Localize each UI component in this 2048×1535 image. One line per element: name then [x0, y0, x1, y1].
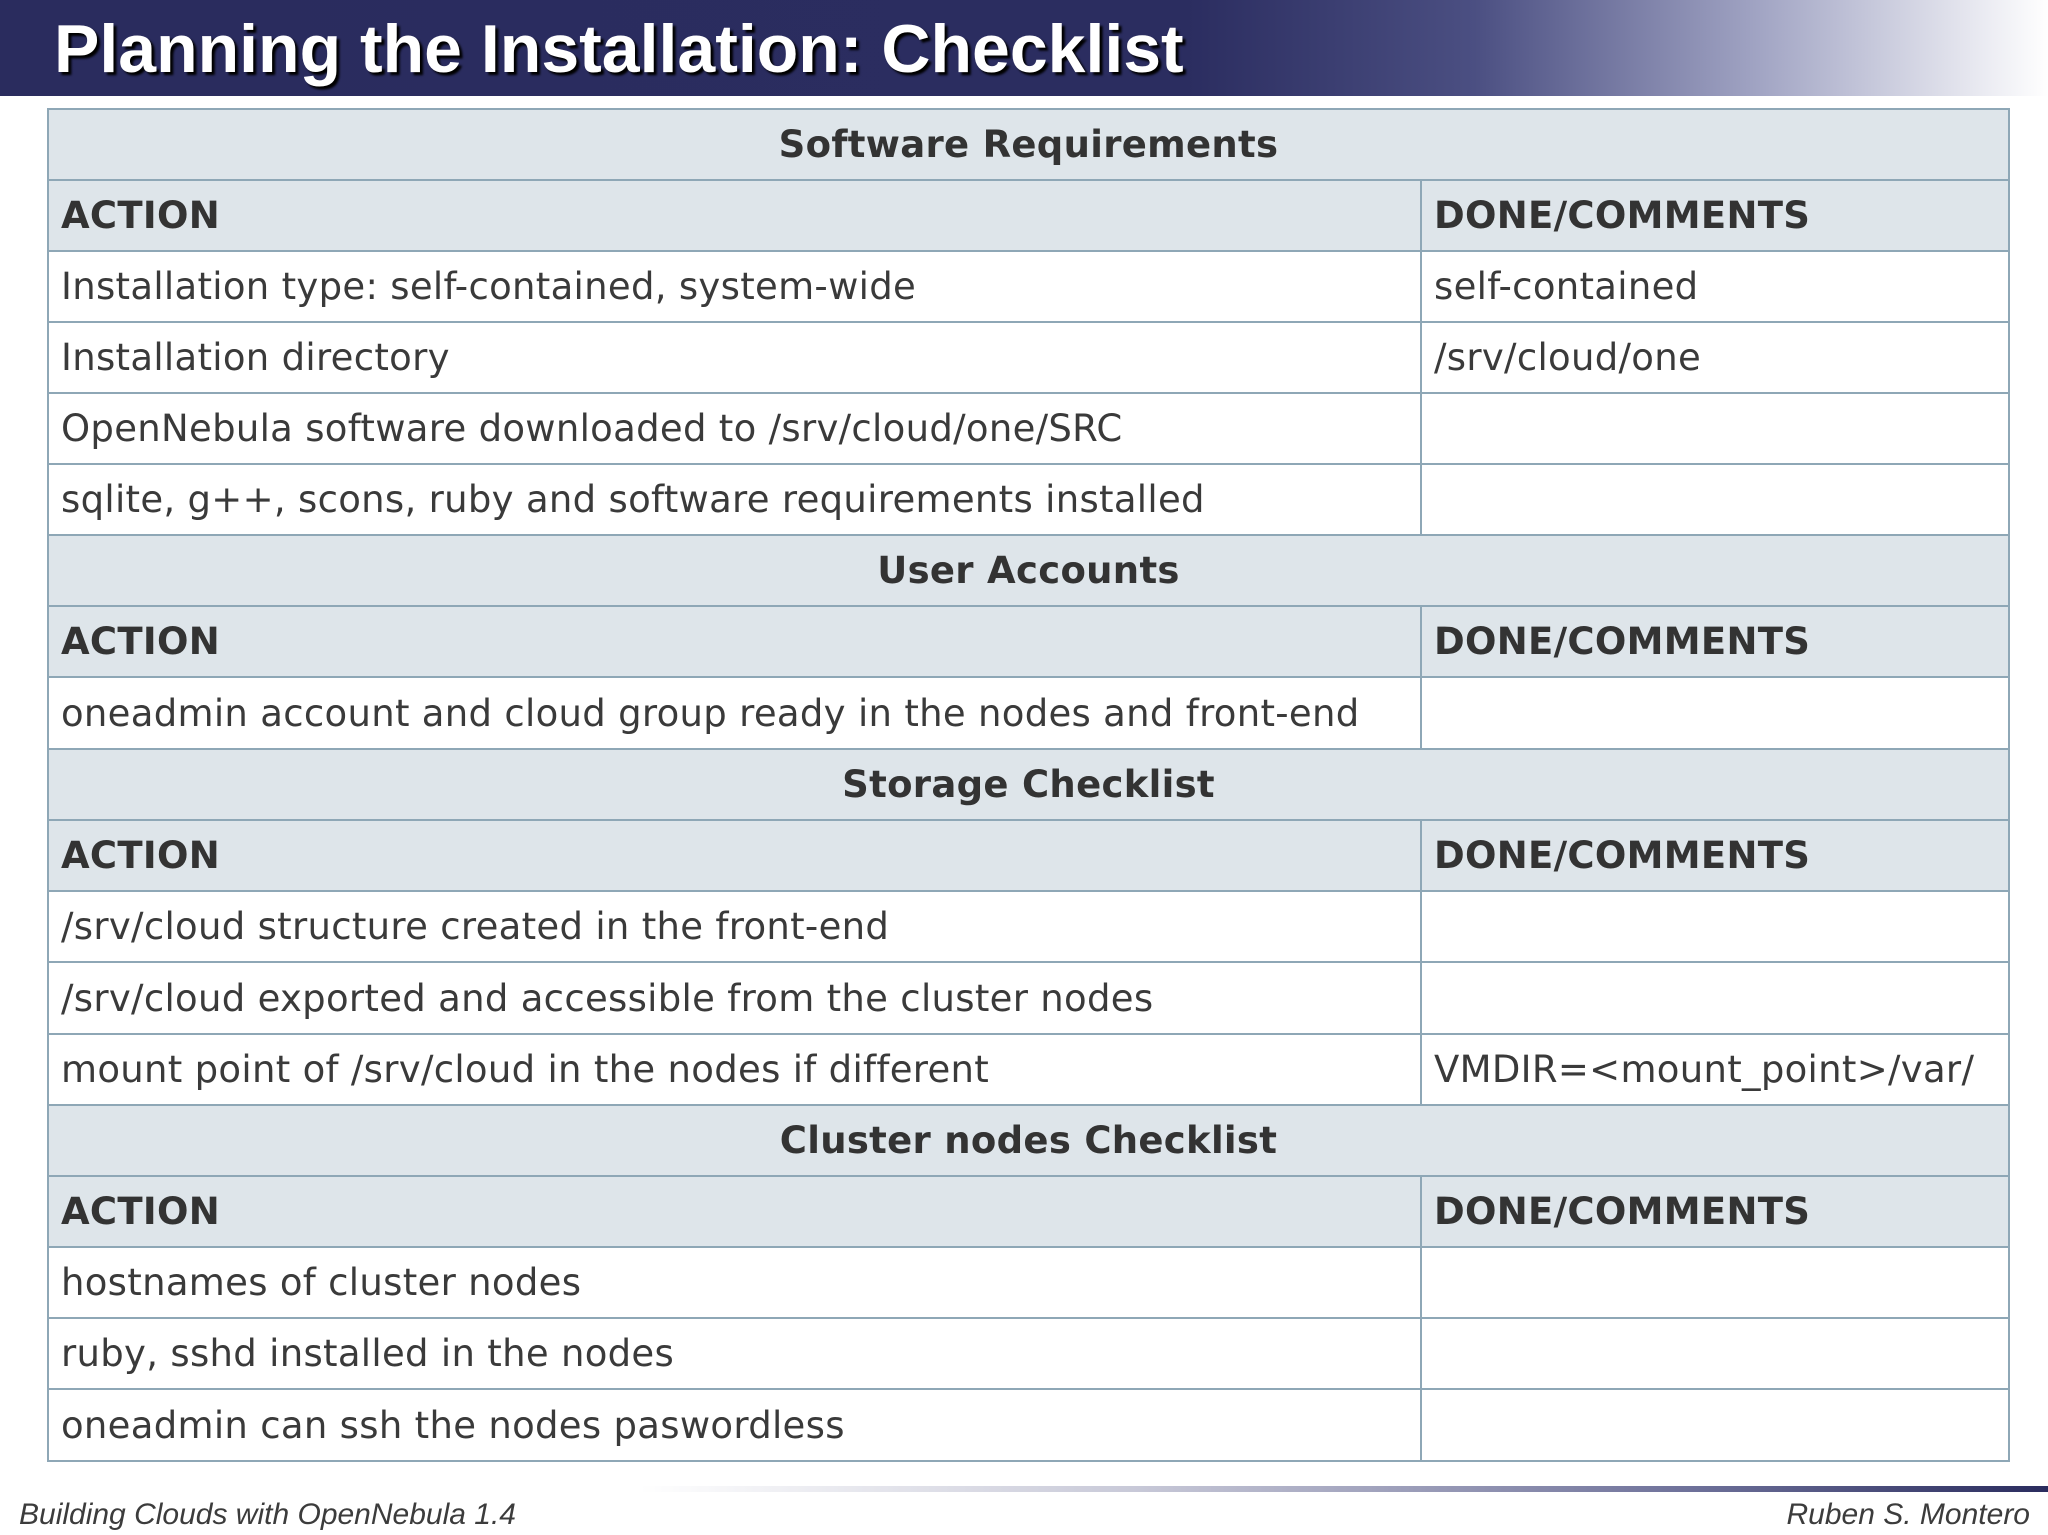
table-row — [48, 962, 2009, 1034]
row-done: VMDIR=<mount_point>/var/ — [1421, 1034, 2009, 1105]
table-row — [48, 677, 2009, 749]
column-header-done: DONE/COMMENTS — [1421, 820, 2009, 891]
row-action: hostnames of cluster nodes — [48, 1247, 1421, 1318]
section-title: User Accounts — [48, 535, 2009, 606]
column-header-row — [48, 820, 2009, 891]
row-action: ruby, sshd installed in the nodes — [48, 1318, 1421, 1389]
row-done — [1421, 1389, 2009, 1461]
column-header-row — [48, 606, 2009, 677]
row-done — [1421, 1318, 2009, 1389]
row-action: oneadmin account and cloud group ready in the nodes and front-end — [48, 677, 1421, 749]
row-action: Installation type: self-contained, system-wide — [48, 251, 1421, 322]
table-row — [48, 891, 2009, 962]
footer-author: Ruben S. Montero — [1786, 1498, 2030, 1531]
table-row — [48, 1318, 2009, 1389]
slide-title: Planning the Installation: Checklist — [54, 11, 1184, 87]
row-action: sqlite, g++, scons, ruby and software requirements installed — [48, 464, 1421, 535]
row-done: /srv/cloud/one — [1421, 322, 2009, 393]
section-title: Software Requirements — [48, 109, 2009, 180]
column-header-done: DONE/COMMENTS — [1421, 180, 2009, 251]
section-header-user-accounts — [48, 535, 2009, 606]
table-row — [48, 251, 2009, 322]
column-header-action: ACTION — [48, 606, 1421, 677]
column-header-action: ACTION — [48, 180, 1421, 251]
section-header-cluster-nodes — [48, 1105, 2009, 1176]
column-header-done: DONE/COMMENTS — [1421, 606, 2009, 677]
row-done — [1421, 962, 2009, 1034]
column-header-row — [48, 180, 2009, 251]
footer-divider — [640, 1486, 2048, 1492]
row-done — [1421, 1247, 2009, 1318]
row-action: oneadmin can ssh the nodes paswordless — [48, 1389, 1421, 1461]
row-done: self-contained — [1421, 251, 2009, 322]
column-header-action: ACTION — [48, 1176, 1421, 1247]
table-row — [48, 1034, 2009, 1105]
row-action: mount point of /srv/cloud in the nodes if different — [48, 1034, 1421, 1105]
footer-presentation-title: Building Clouds with OpenNebula 1.4 — [19, 1498, 516, 1531]
section-title: Storage Checklist — [48, 749, 2009, 820]
column-header-action: ACTION — [48, 820, 1421, 891]
row-action: /srv/cloud exported and accessible from the cluster nodes — [48, 962, 1421, 1034]
table-row — [48, 393, 2009, 464]
section-header-software — [48, 109, 2009, 180]
column-header-row — [48, 1176, 2009, 1247]
row-action: /srv/cloud structure created in the front-end — [48, 891, 1421, 962]
row-done — [1421, 393, 2009, 464]
row-done — [1421, 891, 2009, 962]
table-row — [48, 464, 2009, 535]
row-done — [1421, 464, 2009, 535]
table-row — [48, 1389, 2009, 1461]
section-header-storage — [48, 749, 2009, 820]
section-title: Cluster nodes Checklist — [48, 1105, 2009, 1176]
title-bar — [0, 0, 2048, 96]
row-done — [1421, 677, 2009, 749]
table-row — [48, 1247, 2009, 1318]
table-row — [48, 322, 2009, 393]
row-action: OpenNebula software downloaded to /srv/cloud/one/SRC — [48, 393, 1421, 464]
row-action: Installation directory — [48, 322, 1421, 393]
installation-checklist-table — [47, 108, 2010, 1462]
column-header-done: DONE/COMMENTS — [1421, 1176, 2009, 1247]
